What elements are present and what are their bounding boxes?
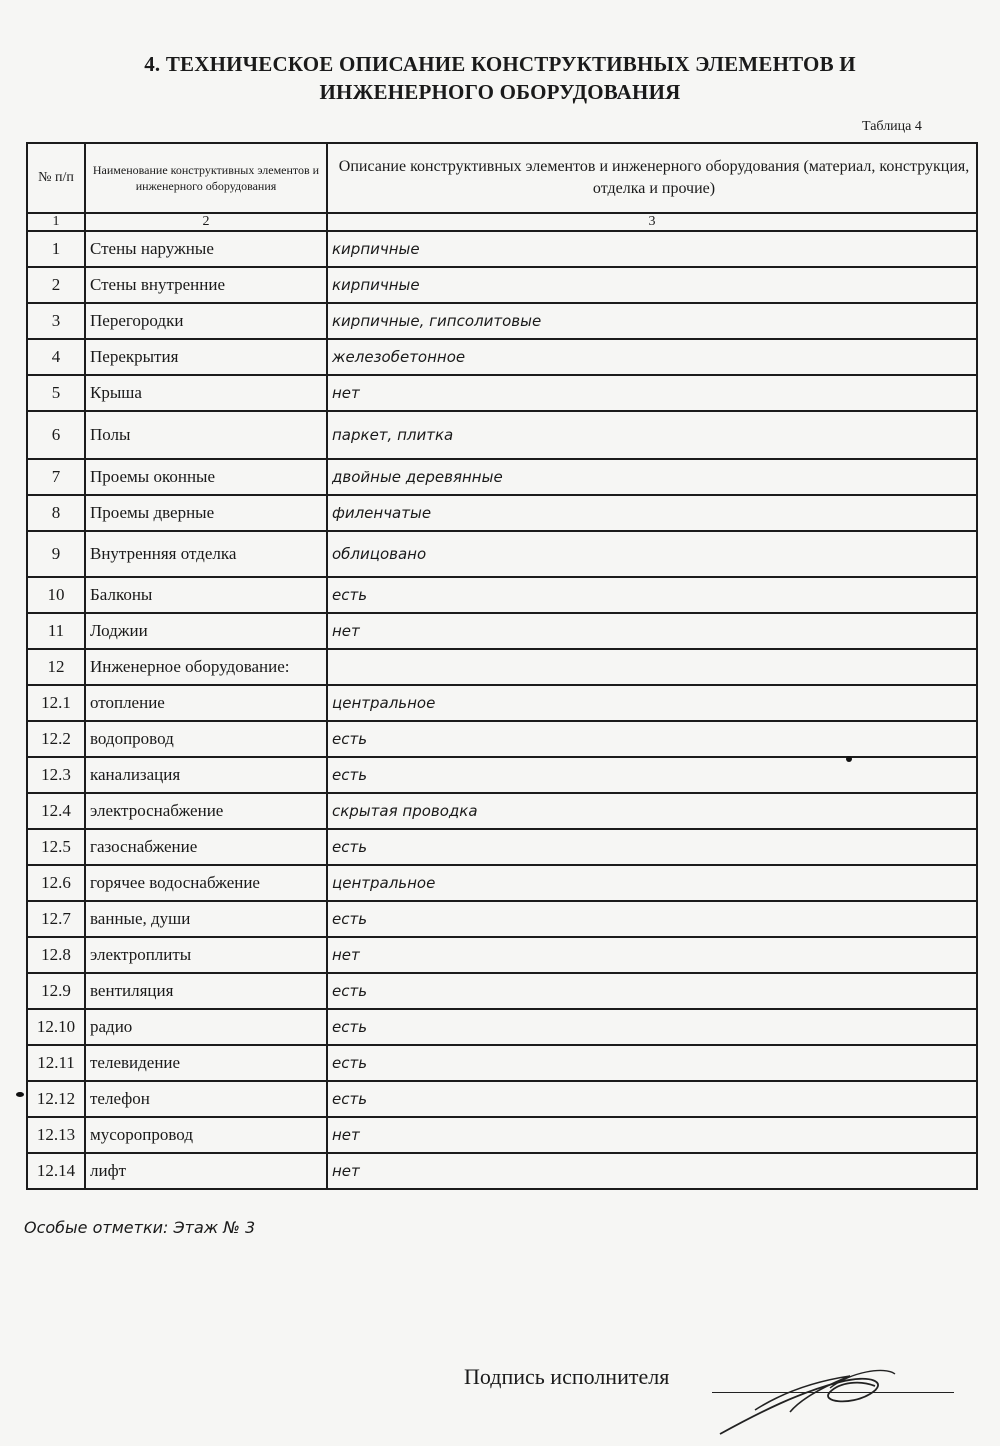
table-row bbox=[27, 531, 977, 577]
column-number-row bbox=[27, 213, 977, 231]
table-row bbox=[27, 1009, 977, 1045]
row-description: нет bbox=[327, 375, 977, 411]
row-description: кирпичные bbox=[327, 267, 977, 303]
row-name: канализация bbox=[85, 757, 327, 793]
row-name: электроплиты bbox=[85, 937, 327, 973]
row-name: горячее водоснабжение bbox=[85, 865, 327, 901]
row-description: филенчатые bbox=[327, 495, 977, 531]
row-name: мусоропровод bbox=[85, 1117, 327, 1153]
row-number: 12.6 bbox=[27, 865, 85, 901]
row-number: 11 bbox=[27, 613, 85, 649]
row-description: есть bbox=[327, 577, 977, 613]
row-description: двойные деревянные bbox=[327, 459, 977, 495]
row-number: 12.7 bbox=[27, 901, 85, 937]
header-name: Наименование конструктивных элементов и инженерного оборудования bbox=[85, 143, 327, 213]
row-number: 8 bbox=[27, 495, 85, 531]
table-row bbox=[27, 1045, 977, 1081]
title-line-1: 4. ТЕХНИЧЕСКОЕ ОПИСАНИЕ КОНСТРУКТИВНЫХ ЭЛЕМЕНТОВ И bbox=[144, 52, 856, 76]
row-number: 9 bbox=[27, 531, 85, 577]
row-name: Перегородки bbox=[85, 303, 327, 339]
row-description: есть bbox=[327, 901, 977, 937]
row-number: 1 bbox=[27, 231, 85, 267]
table-row bbox=[27, 267, 977, 303]
row-number: 7 bbox=[27, 459, 85, 495]
row-name: электроснабжение bbox=[85, 793, 327, 829]
row-description: нет bbox=[327, 937, 977, 973]
row-number: 2 bbox=[27, 267, 85, 303]
row-name: Проемы дверные bbox=[85, 495, 327, 531]
row-description: скрытая проводка bbox=[327, 793, 977, 829]
row-name: Полы bbox=[85, 411, 327, 459]
row-name: вентиляция bbox=[85, 973, 327, 1009]
row-name: ванные, души bbox=[85, 901, 327, 937]
row-number: 12.2 bbox=[27, 721, 85, 757]
table-row bbox=[27, 495, 977, 531]
row-name: Лоджии bbox=[85, 613, 327, 649]
row-description: железобетонное bbox=[327, 339, 977, 375]
table-body bbox=[27, 231, 977, 1189]
title-line-2: ИНЖЕНЕРНОГО ОБОРУДОВАНИЯ bbox=[319, 80, 681, 104]
row-number: 12.1 bbox=[27, 685, 85, 721]
row-description: кирпичные bbox=[327, 231, 977, 267]
row-name: Стены наружные bbox=[85, 231, 327, 267]
table-row bbox=[27, 231, 977, 267]
row-name: Проемы оконные bbox=[85, 459, 327, 495]
table-row bbox=[27, 577, 977, 613]
header-number: № п/п bbox=[27, 143, 85, 213]
row-number: 12.14 bbox=[27, 1153, 85, 1189]
table-row bbox=[27, 865, 977, 901]
row-number: 12.12 bbox=[27, 1081, 85, 1117]
row-description: нет bbox=[327, 1117, 977, 1153]
row-name: телевидение bbox=[85, 1045, 327, 1081]
table-row bbox=[27, 613, 977, 649]
row-number: 6 bbox=[27, 411, 85, 459]
row-name: лифт bbox=[85, 1153, 327, 1189]
document-title bbox=[0, 50, 1000, 106]
row-number: 12.9 bbox=[27, 973, 85, 1009]
table-row bbox=[27, 411, 977, 459]
row-name: отопление bbox=[85, 685, 327, 721]
row-description: центральное bbox=[327, 865, 977, 901]
special-notes: Особые отметки: Этаж № 3 bbox=[24, 1218, 256, 1237]
row-description bbox=[327, 649, 977, 685]
column-number-3: 3 bbox=[327, 213, 977, 231]
row-number: 12.10 bbox=[27, 1009, 85, 1045]
table-row bbox=[27, 901, 977, 937]
row-name: водопровод bbox=[85, 721, 327, 757]
row-description: есть bbox=[327, 1009, 977, 1045]
row-name: радио bbox=[85, 1009, 327, 1045]
table-row bbox=[27, 649, 977, 685]
technical-description-table bbox=[26, 142, 978, 1190]
row-description: есть bbox=[327, 721, 977, 757]
row-name: Инженерное оборудование: bbox=[85, 649, 327, 685]
table-row bbox=[27, 1117, 977, 1153]
row-name: телефон bbox=[85, 1081, 327, 1117]
row-name: Стены внутренние bbox=[85, 267, 327, 303]
row-description: нет bbox=[327, 1153, 977, 1189]
row-description: есть bbox=[327, 757, 977, 793]
table-row bbox=[27, 1153, 977, 1189]
row-number: 4 bbox=[27, 339, 85, 375]
row-number: 12 bbox=[27, 649, 85, 685]
table-row bbox=[27, 375, 977, 411]
row-number: 12.5 bbox=[27, 829, 85, 865]
table-row bbox=[27, 973, 977, 1009]
row-name: Балконы bbox=[85, 577, 327, 613]
table-row bbox=[27, 793, 977, 829]
header-description: Описание конструктивных элементов и инженерного оборудования (материал, конструкция, отделка и прочие) bbox=[327, 143, 977, 213]
row-number: 3 bbox=[27, 303, 85, 339]
row-number: 5 bbox=[27, 375, 85, 411]
row-name: Внутренняя отделка bbox=[85, 531, 327, 577]
ink-mark bbox=[16, 1092, 24, 1097]
table-row bbox=[27, 459, 977, 495]
ink-dot bbox=[846, 756, 852, 762]
row-number: 12.11 bbox=[27, 1045, 85, 1081]
signature-label: Подпись исполнителя bbox=[464, 1364, 670, 1389]
row-number: 12.8 bbox=[27, 937, 85, 973]
row-name: Перекрытия bbox=[85, 339, 327, 375]
table-header-row bbox=[27, 143, 977, 213]
row-number: 10 bbox=[27, 577, 85, 613]
table-row bbox=[27, 721, 977, 757]
row-number: 12.13 bbox=[27, 1117, 85, 1153]
handwritten-signature bbox=[700, 1352, 910, 1442]
table-row bbox=[27, 339, 977, 375]
row-description: есть bbox=[327, 973, 977, 1009]
row-description: есть bbox=[327, 1045, 977, 1081]
row-description: есть bbox=[327, 1081, 977, 1117]
table-row bbox=[27, 1081, 977, 1117]
table-row bbox=[27, 937, 977, 973]
table-row bbox=[27, 303, 977, 339]
row-description: кирпичные, гипсолитовые bbox=[327, 303, 977, 339]
row-name: Крыша bbox=[85, 375, 327, 411]
row-description: облицовано bbox=[327, 531, 977, 577]
table-row bbox=[27, 685, 977, 721]
column-number-2: 2 bbox=[85, 213, 327, 231]
row-description: паркет, плитка bbox=[327, 411, 977, 459]
row-description: нет bbox=[327, 613, 977, 649]
row-number: 12.3 bbox=[27, 757, 85, 793]
row-name: газоснабжение bbox=[85, 829, 327, 865]
table-row bbox=[27, 829, 977, 865]
row-number: 12.4 bbox=[27, 793, 85, 829]
table-row bbox=[27, 757, 977, 793]
table-label: Таблица 4 bbox=[862, 119, 922, 134]
row-description: есть bbox=[327, 829, 977, 865]
row-description: центральное bbox=[327, 685, 977, 721]
column-number-1: 1 bbox=[27, 213, 85, 231]
